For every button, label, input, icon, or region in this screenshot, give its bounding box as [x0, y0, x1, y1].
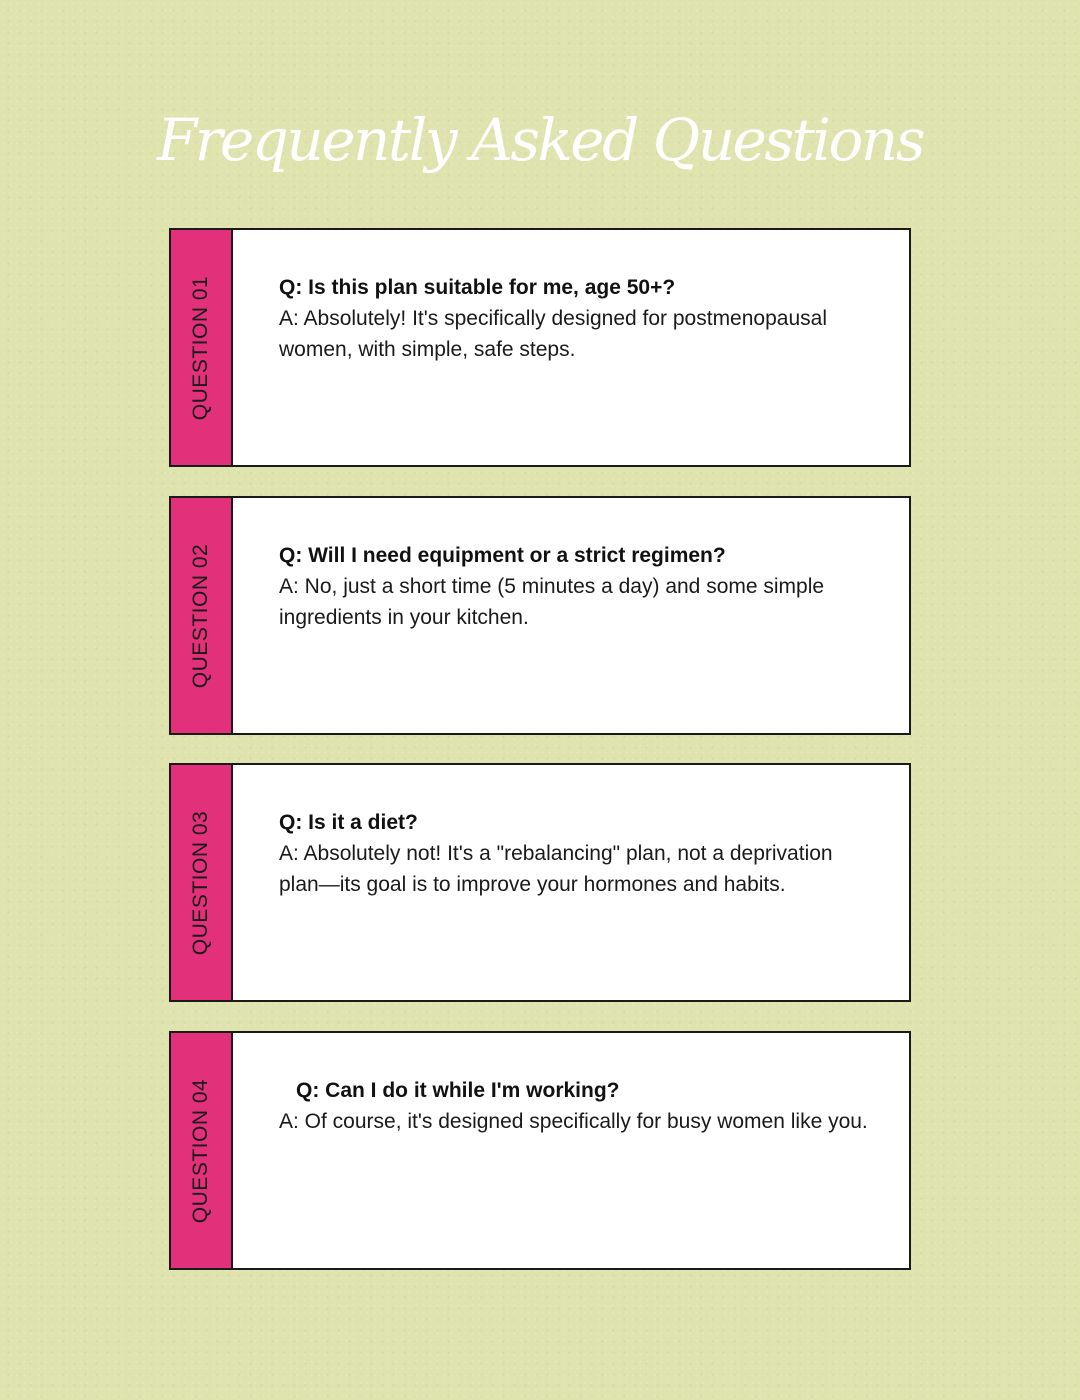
question-tab-label: QUESTION 03	[189, 810, 212, 955]
faq-question: Q: Will I need equipment or a strict regimen?	[279, 544, 726, 567]
question-tab-1	[171, 230, 233, 465]
faq-card-1	[169, 228, 911, 467]
faq-question: Q: Is this plan suitable for me, age 50+?	[279, 276, 676, 299]
faq-answer: A: No, just a short time (5 minutes a day) and some simple ingredients in your kitchen.	[279, 575, 825, 629]
faq-answer: A: Of course, it's designed specifically for busy women like you.	[279, 1110, 868, 1133]
question-tab-4	[171, 1033, 233, 1268]
faq-card-4	[169, 1031, 911, 1270]
faq-card-2	[169, 496, 911, 735]
faq-answer: A: Absolutely not! It's a "rebalancing" plan, not a deprivation plan—its goal is to improve your hormones and habits.	[279, 842, 833, 896]
faq-question: Q: Is it a diet?	[279, 811, 418, 834]
faq-question: Q: Can I do it while I'm working?	[296, 1079, 620, 1102]
faq-content	[233, 230, 909, 465]
faq-content	[233, 498, 909, 733]
question-tab-label: QUESTION 04	[189, 1078, 212, 1223]
faq-content	[233, 1033, 909, 1268]
question-tab-2	[171, 498, 233, 733]
faq-answer: A: Absolutely! It's specifically designed for postmenopausal women, with simple, safe steps.	[279, 307, 827, 361]
question-tab-label: QUESTION 01	[189, 275, 212, 420]
page-title: Frequently Asked Questions	[156, 106, 924, 174]
faq-content	[233, 765, 909, 1000]
question-tab-3	[171, 765, 233, 1000]
question-tab-label: QUESTION 02	[189, 543, 212, 688]
faq-card-3	[169, 763, 911, 1002]
